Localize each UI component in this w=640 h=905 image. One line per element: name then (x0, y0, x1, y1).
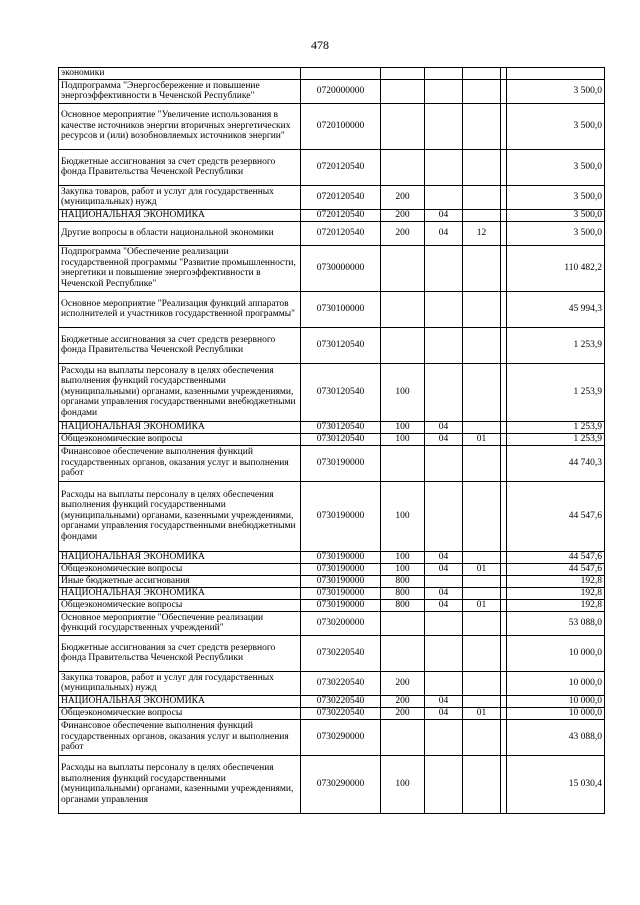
row-target-article-cell: 0730200000 (301, 611, 381, 635)
row-amount-cell: 3 500,0 (507, 103, 605, 149)
row-expense-type-cell (381, 719, 425, 755)
row-name-cell: Подпрограмма "Обеспечение реализации государственной программы "Развитие промышленности, энергетики и повышение энергоэффективности в Чеченской Республике" (59, 245, 301, 291)
table-row (59, 79, 605, 103)
row-target-article-cell: 0720120540 (301, 149, 381, 185)
row-section-cell (425, 149, 463, 185)
table-row (59, 245, 605, 291)
row-amount-cell: 192,8 (507, 575, 605, 587)
row-section-cell (425, 635, 463, 671)
row-name-cell: Расходы на выплаты персоналу в целях обеспечения выполнения функций государственными (муниципальными) органами, казенными учреждениями, органами управления государственными внебюджетными фондами (59, 363, 301, 421)
row-expense-type-cell: 800 (381, 587, 425, 599)
row-expense-type-cell: 200 (381, 221, 425, 245)
row-subsection-cell: 01 (463, 707, 501, 719)
row-subsection-cell (463, 185, 501, 209)
row-expense-type-cell: 200 (381, 671, 425, 695)
row-subsection-cell (463, 635, 501, 671)
row-expense-type-cell: 100 (381, 755, 425, 813)
row-expense-type-cell (381, 611, 425, 635)
row-target-article-cell: 0730220540 (301, 671, 381, 695)
row-expense-type-cell: 200 (381, 707, 425, 719)
table-row (59, 611, 605, 635)
row-name-cell: Расходы на выплаты персоналу в целях обеспечения выполнения функций государственными (муниципальными) органами, казенными учреждениями, органами управления государственными внебюджетными фондами (59, 481, 301, 551)
row-section-cell: 04 (425, 221, 463, 245)
row-amount-cell: 3 500,0 (507, 79, 605, 103)
row-section-cell (425, 481, 463, 551)
row-expense-type-cell (381, 149, 425, 185)
row-target-article-cell: 0730290000 (301, 719, 381, 755)
row-target-article-cell: 0730190000 (301, 551, 381, 563)
row-amount-cell: 3 500,0 (507, 221, 605, 245)
row-section-cell: 04 (425, 599, 463, 611)
row-section-cell (425, 185, 463, 209)
row-section-cell (425, 719, 463, 755)
row-section-cell: 04 (425, 695, 463, 707)
row-name-cell: Общеэкономические вопросы (59, 707, 301, 719)
table-row (59, 719, 605, 755)
row-subsection-cell (463, 551, 501, 563)
row-section-cell (425, 79, 463, 103)
row-name-cell: Бюджетные ассигнования за счет средств резервного фонда Правительства Чеченской Республики (59, 149, 301, 185)
row-section-cell (425, 363, 463, 421)
row-section-cell (425, 445, 463, 481)
row-name-cell: НАЦИОНАЛЬНАЯ ЭКОНОМИКА (59, 421, 301, 433)
row-expense-type-cell: 800 (381, 575, 425, 587)
row-section-cell: 04 (425, 707, 463, 719)
row-expense-type-cell: 100 (381, 563, 425, 575)
budget-table (58, 67, 605, 814)
row-target-article-cell: 0720000000 (301, 79, 381, 103)
row-section-cell: 04 (425, 433, 463, 445)
row-target-article-cell (301, 68, 381, 80)
row-target-article-cell: 0730190000 (301, 563, 381, 575)
row-target-article-cell: 0730120540 (301, 327, 381, 363)
row-name-cell: НАЦИОНАЛЬНАЯ ЭКОНОМИКА (59, 551, 301, 563)
row-target-article-cell: 0730190000 (301, 587, 381, 599)
row-subsection-cell (463, 611, 501, 635)
row-amount-cell: 3 500,0 (507, 209, 605, 221)
table-row (59, 185, 605, 209)
table-row (59, 635, 605, 671)
table-row (59, 599, 605, 611)
row-target-article-cell: 0730120540 (301, 433, 381, 445)
row-expense-type-cell: 200 (381, 209, 425, 221)
row-section-cell (425, 611, 463, 635)
row-target-article-cell: 0720100000 (301, 103, 381, 149)
row-name-cell: Основное мероприятие "Увеличение использования в качестве источников энергии вторичных энергетических ресурсов и (или) возобновляемых источников энергии" (59, 103, 301, 149)
row-name-cell: Бюджетные ассигнования за счет средств резервного фонда Правительства Чеченской Республики (59, 327, 301, 363)
row-expense-type-cell (381, 635, 425, 671)
row-amount-cell: 1 253,9 (507, 421, 605, 433)
row-subsection-cell: 01 (463, 599, 501, 611)
row-target-article-cell: 0720120540 (301, 221, 381, 245)
row-subsection-cell (463, 291, 501, 327)
row-subsection-cell (463, 103, 501, 149)
table-row (59, 291, 605, 327)
table-row (59, 481, 605, 551)
row-section-cell: 04 (425, 209, 463, 221)
row-expense-type-cell: 200 (381, 185, 425, 209)
row-amount-cell: 1 253,9 (507, 433, 605, 445)
row-amount-cell: 44 740,3 (507, 445, 605, 481)
row-amount-cell: 43 088,0 (507, 719, 605, 755)
row-section-cell (425, 103, 463, 149)
row-subsection-cell (463, 327, 501, 363)
table-row (59, 755, 605, 813)
row-section-cell: 04 (425, 563, 463, 575)
table-row (59, 421, 605, 433)
row-amount-cell: 110 482,2 (507, 245, 605, 291)
row-section-cell (425, 245, 463, 291)
table-row (59, 575, 605, 587)
row-name-cell: Общеэкономические вопросы (59, 433, 301, 445)
row-name-cell: Подпрограмма "Энергосбережение и повышение энергоэффективности в Чеченской Республике" (59, 79, 301, 103)
row-target-article-cell: 0730190000 (301, 445, 381, 481)
row-expense-type-cell: 100 (381, 421, 425, 433)
row-name-cell: Основное мероприятие "Реализация функций аппаратов исполнителей и участников государственной программы" (59, 291, 301, 327)
row-target-article-cell: 0730190000 (301, 575, 381, 587)
row-subsection-cell (463, 695, 501, 707)
row-name-cell: НАЦИОНАЛЬНАЯ ЭКОНОМИКА (59, 209, 301, 221)
row-section-cell: 04 (425, 587, 463, 599)
table-row (59, 221, 605, 245)
row-subsection-cell (463, 245, 501, 291)
row-expense-type-cell (381, 291, 425, 327)
row-section-cell (425, 575, 463, 587)
row-expense-type-cell (381, 327, 425, 363)
row-amount-cell: 53 088,0 (507, 611, 605, 635)
row-name-cell: Бюджетные ассигнования за счет средств резервного фонда Правительства Чеченской Республики (59, 635, 301, 671)
row-expense-type-cell (381, 445, 425, 481)
row-name-cell: Финансовое обеспечение выполнения функций государственных органов, оказания услуг и выполнения работ (59, 719, 301, 755)
row-section-cell (425, 327, 463, 363)
row-amount-cell: 1 253,9 (507, 327, 605, 363)
row-section-cell: 04 (425, 551, 463, 563)
table-row (59, 433, 605, 445)
row-amount-cell: 1 253,9 (507, 363, 605, 421)
page-number: 478 (311, 38, 329, 52)
row-subsection-cell (463, 587, 501, 599)
row-expense-type-cell: 200 (381, 695, 425, 707)
row-subsection-cell (463, 79, 501, 103)
row-expense-type-cell (381, 68, 425, 80)
row-name-cell: Основное мероприятие "Обеспечение реализации функций государственных учреждений" (59, 611, 301, 635)
table-row (59, 68, 605, 80)
table-row (59, 209, 605, 221)
row-target-article-cell: 0730290000 (301, 755, 381, 813)
table-row (59, 671, 605, 695)
table-row (59, 587, 605, 599)
row-target-article-cell: 0730190000 (301, 599, 381, 611)
row-amount-cell: 3 500,0 (507, 185, 605, 209)
row-section-cell (425, 755, 463, 813)
row-subsection-cell (463, 445, 501, 481)
row-name-cell: Закупка товаров, работ и услуг для государственных (муниципальных) нужд (59, 185, 301, 209)
row-amount-cell: 44 547,6 (507, 551, 605, 563)
row-section-cell (425, 291, 463, 327)
row-expense-type-cell (381, 103, 425, 149)
row-subsection-cell (463, 671, 501, 695)
table-row (59, 707, 605, 719)
row-subsection-cell (463, 68, 501, 80)
row-target-article-cell: 0730220540 (301, 635, 381, 671)
table-row (59, 363, 605, 421)
row-target-article-cell: 0730220540 (301, 695, 381, 707)
row-name-cell: экономики (59, 68, 301, 80)
row-subsection-cell: 12 (463, 221, 501, 245)
row-expense-type-cell: 100 (381, 433, 425, 445)
row-section-cell (425, 671, 463, 695)
row-amount-cell: 192,8 (507, 599, 605, 611)
row-target-article-cell: 0730190000 (301, 481, 381, 551)
row-expense-type-cell (381, 79, 425, 103)
row-amount-cell: 10 000,0 (507, 707, 605, 719)
row-expense-type-cell (381, 245, 425, 291)
row-target-article-cell: 0730000000 (301, 245, 381, 291)
row-expense-type-cell: 100 (381, 551, 425, 563)
row-expense-type-cell: 800 (381, 599, 425, 611)
row-name-cell: Финансовое обеспечение выполнения функций государственных органов, оказания услуг и выполнения работ (59, 445, 301, 481)
row-subsection-cell (463, 363, 501, 421)
row-subsection-cell (463, 719, 501, 755)
table-row (59, 149, 605, 185)
row-subsection-cell (463, 421, 501, 433)
row-amount-cell (507, 68, 605, 80)
row-name-cell: Общеэкономические вопросы (59, 563, 301, 575)
row-subsection-cell (463, 149, 501, 185)
table-row (59, 327, 605, 363)
row-target-article-cell: 0730220540 (301, 707, 381, 719)
row-subsection-cell: 01 (463, 563, 501, 575)
row-subsection-cell (463, 575, 501, 587)
row-expense-type-cell: 100 (381, 481, 425, 551)
row-amount-cell: 15 030,4 (507, 755, 605, 813)
row-amount-cell: 10 000,0 (507, 671, 605, 695)
row-name-cell: Расходы на выплаты персоналу в целях обеспечения выполнения функций государственными (муниципальными) органами, казенными учреждениями, органами управления (59, 755, 301, 813)
table-body (59, 68, 605, 814)
row-amount-cell: 45 994,3 (507, 291, 605, 327)
row-target-article-cell: 0730120540 (301, 363, 381, 421)
table-row (59, 563, 605, 575)
row-subsection-cell (463, 481, 501, 551)
row-name-cell: Общеэкономические вопросы (59, 599, 301, 611)
row-name-cell: Иные бюджетные ассигнования (59, 575, 301, 587)
row-amount-cell: 10 000,0 (507, 635, 605, 671)
row-subsection-cell (463, 755, 501, 813)
row-target-article-cell: 0730120540 (301, 421, 381, 433)
row-amount-cell: 44 547,6 (507, 563, 605, 575)
table-row (59, 695, 605, 707)
row-name-cell: Закупка товаров, работ и услуг для государственных (муниципальных) нужд (59, 671, 301, 695)
row-target-article-cell: 0730100000 (301, 291, 381, 327)
row-amount-cell: 44 547,6 (507, 481, 605, 551)
row-target-article-cell: 0720120540 (301, 185, 381, 209)
row-section-cell: 04 (425, 421, 463, 433)
table-row (59, 551, 605, 563)
row-expense-type-cell: 100 (381, 363, 425, 421)
row-amount-cell: 3 500,0 (507, 149, 605, 185)
row-section-cell (425, 68, 463, 80)
table-row (59, 445, 605, 481)
row-amount-cell: 192,8 (507, 587, 605, 599)
row-target-article-cell: 0720120540 (301, 209, 381, 221)
row-name-cell: Другие вопросы в области национальной экономики (59, 221, 301, 245)
table-row (59, 103, 605, 149)
row-name-cell: НАЦИОНАЛЬНАЯ ЭКОНОМИКА (59, 587, 301, 599)
row-name-cell: НАЦИОНАЛЬНАЯ ЭКОНОМИКА (59, 695, 301, 707)
row-amount-cell: 10 000,0 (507, 695, 605, 707)
row-subsection-cell: 01 (463, 433, 501, 445)
row-subsection-cell (463, 209, 501, 221)
